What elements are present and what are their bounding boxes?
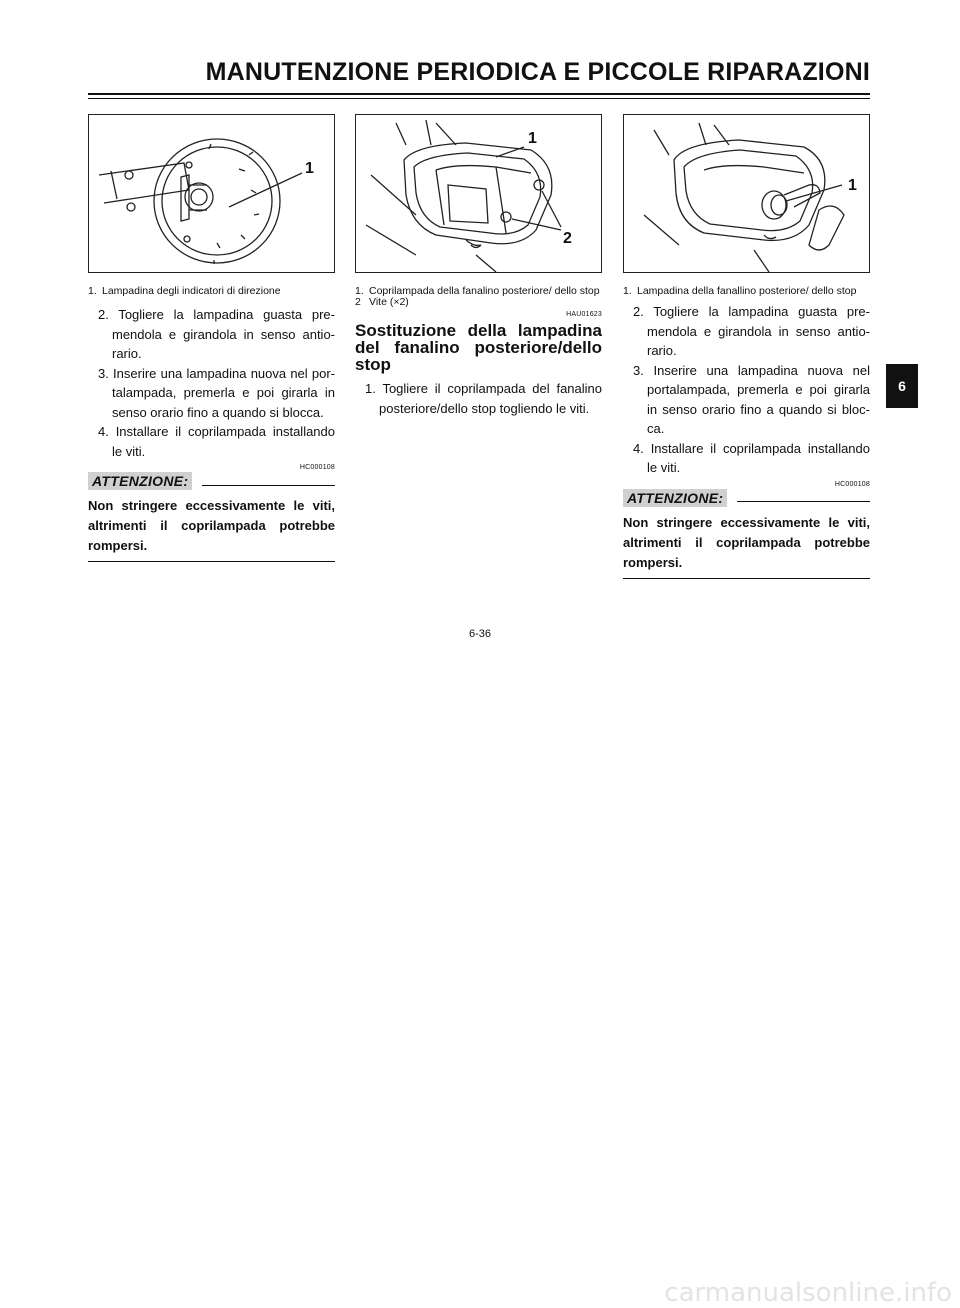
instruction-steps bbox=[88, 305, 335, 461]
warning-end-rule bbox=[88, 561, 335, 562]
figure-tail-light-cover bbox=[355, 114, 602, 273]
step-2: 2. Togliere la lampadina guasta pre- mendola e girandola in senso antio- rario. bbox=[98, 307, 335, 361]
figure-caption bbox=[355, 286, 602, 308]
caption-row: 1. Coprilampada della fanalino posteriore/ dello stop bbox=[355, 285, 600, 297]
attention-label: ATTENZIONE: bbox=[623, 489, 727, 507]
column-3 bbox=[623, 114, 870, 579]
header-rule-thin bbox=[88, 98, 870, 99]
section-code: HC000108 bbox=[834, 480, 870, 488]
tail-light-bulb-illustration bbox=[624, 115, 869, 272]
figure-tail-light-bulb bbox=[623, 114, 870, 273]
callout-2: 2 bbox=[563, 230, 572, 247]
page-title: MANUTENZIONE PERIODICA E PICCOLE RIPARAZIONI bbox=[205, 58, 870, 86]
step-4: 4. Installare il coprilampada installando le viti. bbox=[633, 440, 870, 475]
step-2: 2. Togliere la lampadina guasta pre- mendola e girandola in senso antio- rario. bbox=[633, 304, 870, 358]
step-1: 1. Togliere il coprilampada del fanalino posteriore/dello stop togliendo le viti. bbox=[365, 381, 602, 416]
caption-row: 1. Lampadina degli indicatori di direzione bbox=[88, 285, 281, 297]
header-rule bbox=[88, 93, 870, 95]
attention-rule bbox=[737, 501, 870, 502]
column-2 bbox=[355, 114, 602, 418]
figure-turn-signal-bulb bbox=[88, 114, 335, 273]
instruction-steps bbox=[623, 302, 870, 478]
page-number: 6-36 bbox=[468, 628, 492, 640]
callout-1: 1 bbox=[305, 160, 314, 177]
attention-label: ATTENZIONE: bbox=[88, 472, 192, 490]
attention-header bbox=[623, 489, 870, 507]
column-1 bbox=[88, 114, 335, 562]
section-code: HAU01623 bbox=[566, 311, 602, 318]
chapter-tab: 6 bbox=[886, 364, 918, 408]
warning-end-rule bbox=[623, 578, 870, 579]
callout-1: 1 bbox=[848, 177, 857, 194]
watermark: carmanualsonline.info bbox=[664, 1278, 952, 1308]
step-3: 3. Inserire una lampadina nuova nel portalampada, premerla e poi girarla in senso orario fino a quando si bloc- ca. bbox=[633, 362, 870, 436]
caption-row: 2 Vite (×2) bbox=[355, 296, 409, 308]
section-heading: Sostituzione della lampadina del fanalino posteriore/dello stop bbox=[355, 321, 602, 374]
attention-header bbox=[88, 472, 335, 490]
figure-caption bbox=[623, 286, 870, 297]
step-3: 3. Inserire una lampadina nuova nel por- talampada, premerla e poi girarla in senso orario fino a quando si blocca. bbox=[98, 365, 335, 420]
instruction-steps bbox=[355, 379, 602, 418]
warning-text: Non stringere eccessivamente le viti, altrimenti il coprilampada potrebbe rompersi. bbox=[623, 514, 870, 570]
tail-light-cover-illustration bbox=[356, 115, 601, 272]
callout-1: 1 bbox=[528, 130, 537, 147]
warning-text: Non stringere eccessivamente le viti, altrimenti il coprilampada potrebbe rompersi. bbox=[88, 498, 335, 553]
attention-rule bbox=[202, 485, 335, 486]
section-code: HC000108 bbox=[299, 464, 335, 471]
figure-caption bbox=[88, 286, 335, 297]
caption-row: 1. Lampadina della fanallino posteriore/ dello stop bbox=[623, 285, 857, 297]
step-4: 4. Installare il coprilampada installando le viti. bbox=[98, 424, 335, 459]
turn-signal-illustration bbox=[89, 115, 334, 272]
